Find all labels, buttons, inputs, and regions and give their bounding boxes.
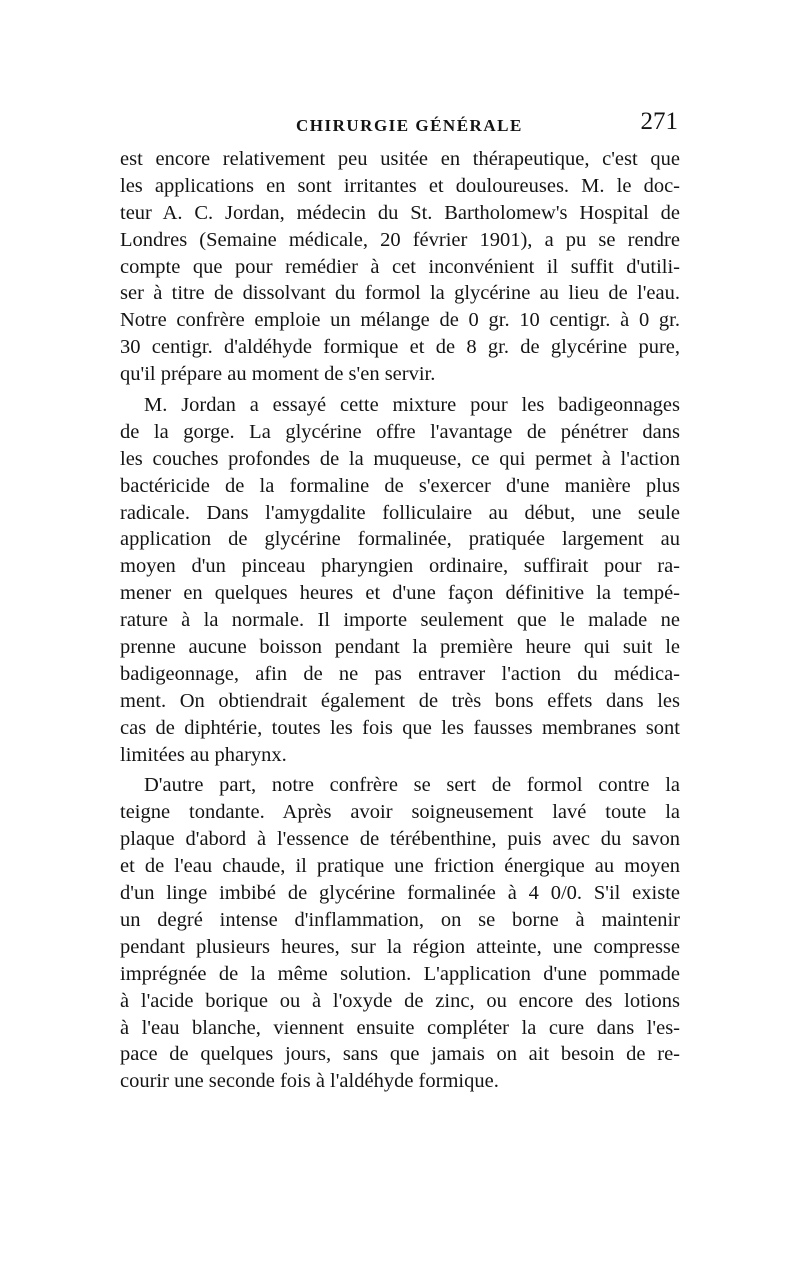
text-line: D'autre part, notre confrère se sert de formol contre la xyxy=(144,774,680,797)
text-line: bactéricide de la formaline de s'exercer d'une manière plus xyxy=(120,474,680,497)
text-line: limitées au pharynx. xyxy=(120,743,287,766)
running-head xyxy=(120,104,680,144)
text-line: teigne tondante. Après avoir soigneusement lavé toute la xyxy=(120,801,680,824)
text-line: les applications en sont irritantes et douloureuses. M. le doc- xyxy=(120,174,680,197)
text-line: à l'acide borique ou à l'oxyde de zinc, ou encore des lotions xyxy=(120,989,680,1012)
text-line: d'un linge imbibé de glycérine formalinée à 4 0/0. S'il existe xyxy=(120,882,680,905)
text-line: pace de quelques jours, sans que jamais on ait besoin de re- xyxy=(120,1043,680,1066)
text-line: mener en quelques heures et d'une façon définitive la tempé- xyxy=(120,582,680,605)
text-line: plaque d'abord à l'essence de térébenthine, puis avec du savon xyxy=(120,828,680,851)
text-line: M. Jordan a essayé cette mixture pour les badigeonnages xyxy=(144,394,680,417)
text-line: et de l'eau chaude, il pratique une friction énergique au moyen xyxy=(120,855,680,878)
paragraph xyxy=(120,146,680,388)
text-line: 30 centigr. d'aldéhyde formique et de 8 gr. de glycérine pure, xyxy=(120,336,680,359)
text-line: Notre confrère emploie un mélange de 0 gr. 10 centigr. à 0 gr. xyxy=(120,309,680,332)
text-line: application de glycérine formalinée, pratiquée largement au xyxy=(120,528,680,551)
text-line: radicale. Dans l'amygdalite folliculaire au début, une seule xyxy=(120,501,680,524)
text-line: qu'il prépare au moment de s'en servir. xyxy=(120,363,436,386)
text-line: cas de diphtérie, toutes les fois que les fausses membranes sont xyxy=(120,716,680,739)
text-line: teur A. C. Jordan, médecin du St. Bartholomew's Hospital de xyxy=(120,201,680,224)
text-line: prenne aucune boisson pendant la première heure qui suit le xyxy=(120,636,680,659)
text-line: badigeonnage, afin de ne pas entraver l'action du médica- xyxy=(120,662,680,685)
text-line: moyen d'un pinceau pharyngien ordinaire, suffirait pour ra- xyxy=(120,555,680,578)
running-head-title: CHIRURGIE GÉNÉRALE xyxy=(296,116,523,135)
text-line: de la gorge. La glycérine offre l'avantage de pénétrer dans xyxy=(120,420,680,443)
text-line: ser à titre de dissolvant du formol la glycérine au lieu de l'eau. xyxy=(120,282,680,305)
text-line: compte que pour remédier à cet inconvénient il suffit d'utili- xyxy=(120,255,680,278)
text-line: rature à la normale. Il importe seulement que le malade ne xyxy=(120,609,680,632)
text-line: courir une seconde fois à l'aldéhyde formique. xyxy=(120,1070,499,1093)
paragraph xyxy=(120,772,680,1095)
paragraph xyxy=(120,392,680,768)
text-line: imprégnée de la même solution. L'application d'une pommade xyxy=(120,962,680,985)
text-line: Londres (Semaine médicale, 20 février 1901), a pu se rendre xyxy=(120,228,680,251)
text-line: pendant plusieurs heures, sur la région atteinte, une compresse xyxy=(120,935,680,958)
body-text xyxy=(120,146,680,1095)
text-line: est encore relativement peu usitée en thérapeutique, c'est que xyxy=(120,148,680,170)
page-number: 271 xyxy=(640,108,678,135)
text-line: un degré intense d'inflammation, on se borne à maintenir xyxy=(120,908,680,931)
text-line: les couches profondes de la muqueuse, ce qui permet à l'action xyxy=(120,447,680,470)
text-line: à l'eau blanche, viennent ensuite compléter la cure dans l'es- xyxy=(120,1016,680,1039)
text-line: ment. On obtiendrait également de très bons effets dans les xyxy=(120,689,680,712)
